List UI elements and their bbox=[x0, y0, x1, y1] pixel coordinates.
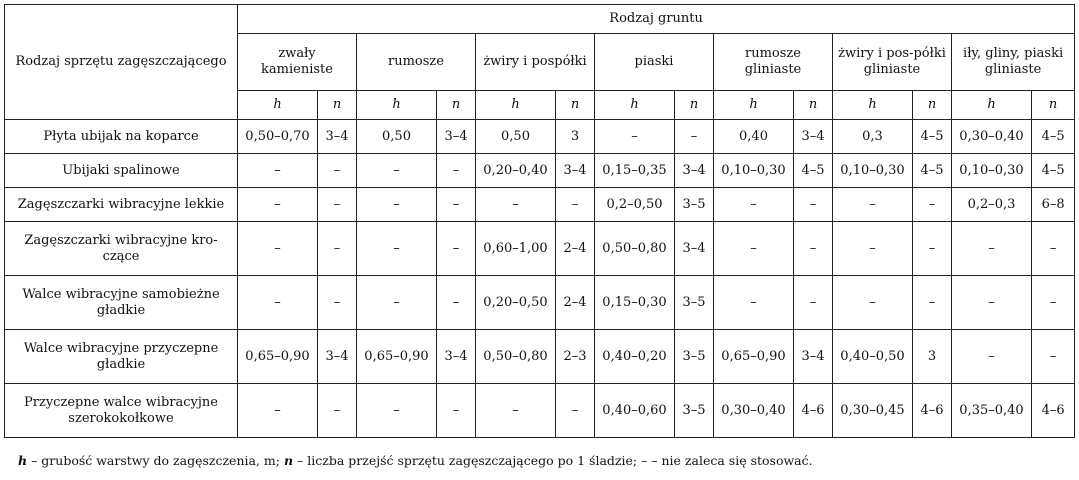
h-value-cell: 0,60–1,00 bbox=[476, 222, 556, 276]
equipment-label: Ubijaki spalinowe bbox=[5, 154, 238, 188]
soil-type-header: zwały kamieniste bbox=[238, 34, 357, 91]
soil-type-header: piaski bbox=[595, 34, 714, 91]
n-value-cell: 3–4 bbox=[675, 154, 714, 188]
compaction-table bbox=[4, 4, 1075, 438]
h-column-header: h bbox=[833, 91, 913, 120]
h-value-cell: – bbox=[357, 384, 437, 438]
h-column-header: h bbox=[952, 91, 1032, 120]
h-value-cell: 0,30–0,40 bbox=[714, 384, 794, 438]
n-value-cell: – bbox=[318, 276, 357, 330]
n-value-cell: 3–5 bbox=[675, 384, 714, 438]
h-column-header: h bbox=[357, 91, 437, 120]
n-column-header: n bbox=[556, 91, 595, 120]
h-value-cell: – bbox=[714, 188, 794, 222]
soil-type-header: żwiry i pos-półki gliniaste bbox=[833, 34, 952, 91]
n-value-cell: – bbox=[1032, 276, 1075, 330]
h-value-cell: – bbox=[714, 276, 794, 330]
n-column-header: n bbox=[913, 91, 952, 120]
h-value-cell: 0,20–0,40 bbox=[476, 154, 556, 188]
h-value-cell: 0,30–0,45 bbox=[833, 384, 913, 438]
n-value-cell: 3–4 bbox=[675, 222, 714, 276]
n-value-cell: – bbox=[1032, 330, 1075, 384]
h-column-header: h bbox=[714, 91, 794, 120]
h-value-cell: – bbox=[952, 276, 1032, 330]
table-body bbox=[5, 120, 1075, 438]
n-value-cell: 3–4 bbox=[318, 120, 357, 154]
n-value-cell: – bbox=[318, 384, 357, 438]
n-value-cell: 2–4 bbox=[556, 222, 595, 276]
equipment-label: Walce wibracyjne przyczepne gładkie bbox=[5, 330, 238, 384]
n-value-cell: – bbox=[437, 188, 476, 222]
n-value-cell: – bbox=[913, 188, 952, 222]
n-value-cell: – bbox=[318, 222, 357, 276]
soil-type-group-header: Rodzaj gruntu bbox=[238, 5, 1075, 34]
n-value-cell: 4–5 bbox=[1032, 154, 1075, 188]
equipment-label: Przyczepne walce wibracyjne szerokokołkowe bbox=[5, 384, 238, 438]
h-value-cell: 0,10–0,30 bbox=[714, 154, 794, 188]
h-value-cell: 0,65–0,90 bbox=[357, 330, 437, 384]
n-value-cell: 3–4 bbox=[437, 120, 476, 154]
h-value-cell: 0,15–0,30 bbox=[595, 276, 675, 330]
h-value-cell: 0,65–0,90 bbox=[714, 330, 794, 384]
n-value-cell: – bbox=[437, 222, 476, 276]
soil-type-header: rumosze bbox=[357, 34, 476, 91]
n-value-cell: – bbox=[437, 276, 476, 330]
h-value-cell: 0,50–0,80 bbox=[476, 330, 556, 384]
h-value-cell: 0,40–0,20 bbox=[595, 330, 675, 384]
h-value-cell: 0,20–0,50 bbox=[476, 276, 556, 330]
n-column-header: n bbox=[675, 91, 714, 120]
n-value-cell: 3–5 bbox=[675, 330, 714, 384]
table-row bbox=[5, 384, 1075, 438]
h-value-cell: – bbox=[833, 276, 913, 330]
n-value-cell: 3–4 bbox=[794, 120, 833, 154]
n-column-header: n bbox=[437, 91, 476, 120]
n-value-cell: 2–4 bbox=[556, 276, 595, 330]
h-value-cell: 0,15–0,35 bbox=[595, 154, 675, 188]
equipment-label: Płyta ubijak na koparce bbox=[5, 120, 238, 154]
n-value-cell: – bbox=[437, 384, 476, 438]
h-value-cell: – bbox=[238, 188, 318, 222]
h-value-cell: – bbox=[952, 222, 1032, 276]
table-row bbox=[5, 330, 1075, 384]
footnote-h-text: – grubość warstwy do zagęszczenia, m; bbox=[27, 453, 284, 468]
n-value-cell: 2–3 bbox=[556, 330, 595, 384]
h-value-cell: – bbox=[833, 188, 913, 222]
soil-type-header: rumosze gliniaste bbox=[714, 34, 833, 91]
soil-type-header: żwiry i pospółki bbox=[476, 34, 595, 91]
n-value-cell: – bbox=[1032, 222, 1075, 276]
n-value-cell: 4–5 bbox=[1032, 120, 1075, 154]
h-value-cell: – bbox=[357, 276, 437, 330]
h-value-cell: 0,3 bbox=[833, 120, 913, 154]
footnote-n-text: – liczba przejść sprzętu zagęszczającego po 1 śladzie; – – nie zaleca się stosować. bbox=[293, 453, 813, 468]
h-value-cell: 0,2–0,3 bbox=[952, 188, 1032, 222]
table-row bbox=[5, 154, 1075, 188]
h-value-cell: 0,50 bbox=[357, 120, 437, 154]
n-value-cell: 4–6 bbox=[794, 384, 833, 438]
n-value-cell: – bbox=[675, 120, 714, 154]
n-value-cell: – bbox=[913, 222, 952, 276]
h-value-cell: – bbox=[238, 276, 318, 330]
h-value-cell: 0,35–0,40 bbox=[952, 384, 1032, 438]
equipment-label: Walce wibracyjne samobieżne gładkie bbox=[5, 276, 238, 330]
h-value-cell: – bbox=[714, 222, 794, 276]
h-value-cell: – bbox=[476, 384, 556, 438]
h-value-cell: – bbox=[238, 222, 318, 276]
n-value-cell: – bbox=[913, 276, 952, 330]
h-value-cell: – bbox=[595, 120, 675, 154]
n-value-cell: 3–4 bbox=[437, 330, 476, 384]
h-value-cell: – bbox=[357, 222, 437, 276]
h-value-cell: 0,10–0,30 bbox=[833, 154, 913, 188]
table-row bbox=[5, 188, 1075, 222]
n-value-cell: 4–5 bbox=[794, 154, 833, 188]
h-column-header: h bbox=[595, 91, 675, 120]
h-value-cell: – bbox=[357, 188, 437, 222]
n-value-cell: 4–6 bbox=[913, 384, 952, 438]
n-value-cell: 4–5 bbox=[913, 120, 952, 154]
equipment-type-header: Rodzaj sprzętu zagęszczającego bbox=[5, 5, 238, 120]
h-value-cell: 0,40 bbox=[714, 120, 794, 154]
h-value-cell: – bbox=[238, 154, 318, 188]
footnote-n-symbol: n bbox=[283, 453, 294, 468]
n-value-cell: 3–5 bbox=[675, 188, 714, 222]
n-value-cell: – bbox=[794, 222, 833, 276]
h-value-cell: – bbox=[476, 188, 556, 222]
h-value-cell: – bbox=[238, 384, 318, 438]
table-row bbox=[5, 120, 1075, 154]
h-value-cell: 0,50–0,70 bbox=[238, 120, 318, 154]
n-value-cell: – bbox=[318, 154, 357, 188]
h-value-cell: 0,40–0,50 bbox=[833, 330, 913, 384]
table-row bbox=[5, 276, 1075, 330]
footnote bbox=[18, 453, 813, 468]
h-value-cell: 0,65–0,90 bbox=[238, 330, 318, 384]
h-value-cell: – bbox=[952, 330, 1032, 384]
n-value-cell: 3–5 bbox=[675, 276, 714, 330]
n-value-cell: 6–8 bbox=[1032, 188, 1075, 222]
n-value-cell: – bbox=[437, 154, 476, 188]
n-value-cell: 3 bbox=[556, 120, 595, 154]
h-value-cell: – bbox=[833, 222, 913, 276]
n-value-cell: 3 bbox=[913, 330, 952, 384]
footnote-h-symbol: h bbox=[18, 453, 28, 468]
n-value-cell: – bbox=[794, 276, 833, 330]
h-value-cell: 0,10–0,30 bbox=[952, 154, 1032, 188]
h-column-header: h bbox=[238, 91, 318, 120]
table-row bbox=[5, 222, 1075, 276]
h-column-header: h bbox=[476, 91, 556, 120]
n-column-header: n bbox=[318, 91, 357, 120]
equipment-label: Zagęszczarki wibracyjne kro-czące bbox=[5, 222, 238, 276]
n-value-cell: 3–4 bbox=[556, 154, 595, 188]
equipment-label: Zagęszczarki wibracyjne lekkie bbox=[5, 188, 238, 222]
n-value-cell: – bbox=[318, 188, 357, 222]
n-value-cell: – bbox=[794, 188, 833, 222]
n-column-header: n bbox=[1032, 91, 1075, 120]
n-column-header: n bbox=[794, 91, 833, 120]
h-value-cell: 0,30–0,40 bbox=[952, 120, 1032, 154]
h-value-cell: 0,2–0,50 bbox=[595, 188, 675, 222]
n-value-cell: 4–5 bbox=[913, 154, 952, 188]
soil-type-header: iły, gliny, piaski gliniaste bbox=[952, 34, 1075, 91]
n-value-cell: 3–4 bbox=[794, 330, 833, 384]
h-value-cell: – bbox=[357, 154, 437, 188]
h-value-cell: 0,50 bbox=[476, 120, 556, 154]
n-value-cell: 4–6 bbox=[1032, 384, 1075, 438]
h-value-cell: 0,50–0,80 bbox=[595, 222, 675, 276]
n-value-cell: – bbox=[556, 384, 595, 438]
n-value-cell: 3–4 bbox=[318, 330, 357, 384]
h-value-cell: 0,40–0,60 bbox=[595, 384, 675, 438]
n-value-cell: – bbox=[556, 188, 595, 222]
